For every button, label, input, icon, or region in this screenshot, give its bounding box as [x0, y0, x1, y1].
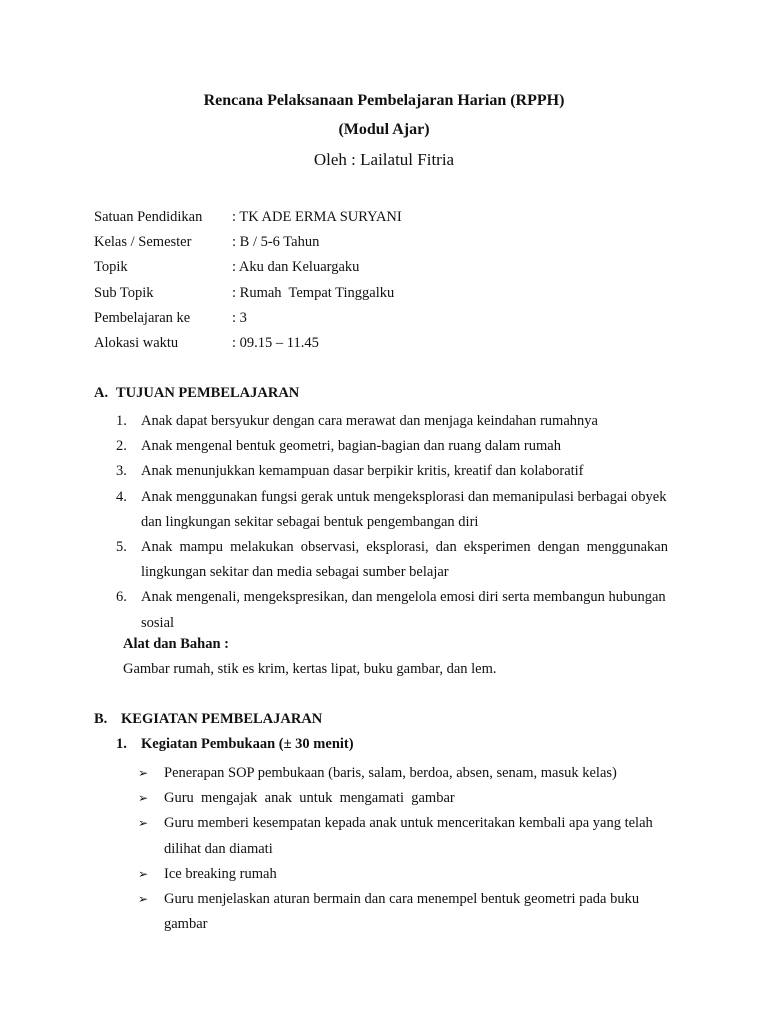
- info-value: : 09.15 – 11.45: [232, 334, 319, 351]
- info-row: [94, 232, 402, 257]
- info-table: [94, 207, 402, 358]
- subsection-title: Kegiatan Pembukaan (± 30 menit): [141, 736, 354, 752]
- item-number: 5.: [116, 539, 127, 556]
- arrow-bullet-icon: ➢: [138, 791, 149, 806]
- info-label: Kelas / Semester: [94, 234, 192, 251]
- item-text: Ice breaking rumah: [164, 865, 277, 882]
- arrow-bullet-icon: ➢: [138, 816, 149, 831]
- section-title: TUJUAN PEMBELAJARAN: [116, 385, 300, 401]
- document-subtitle: (Modul Ajar): [338, 121, 430, 138]
- item-text: Anak mampu melakukan observasi, eksplorasi, dan eksperimen dengan menggunakan lingkungan sekitar dan media sebagai sumber belajar: [141, 539, 668, 581]
- item-text: Guru menjelaskan aturan bermain dan cara menempel bentuk geometri pada buku gambar: [164, 891, 640, 933]
- list-item: [116, 485, 668, 535]
- item-text: Anak menunjukkan kemampuan dasar berpikir kritis, kreatif dan kolaboratif: [141, 463, 584, 480]
- arrow-bullet-icon: ➢: [138, 892, 149, 907]
- info-label: Topik: [94, 259, 128, 276]
- info-label: Satuan Pendidikan: [94, 209, 203, 225]
- item-number: 1.: [116, 413, 127, 429]
- info-label: Pembelajaran ke: [94, 309, 191, 326]
- info-row: [94, 308, 402, 333]
- info-row: [94, 283, 402, 308]
- item-number: 2.: [116, 438, 127, 455]
- item-number: 6.: [116, 589, 127, 606]
- item-text: Anak dapat bersyukur dengan cara merawat dan menjaga keindahan rumahnya: [141, 413, 598, 429]
- item-text: Penerapan SOP pembukaan (baris, salam, berdoa, absen, senam, masuk kelas): [164, 765, 617, 781]
- objectives-list: [116, 409, 668, 636]
- list-item: [138, 811, 668, 861]
- item-text: Guru mengajak anak untuk mengamati gambar: [164, 790, 455, 807]
- info-value: : Aku dan Keluargaku: [232, 259, 360, 276]
- info-value: : TK ADE ERMA SURYANI: [232, 209, 402, 225]
- list-item: [116, 459, 668, 484]
- document-title: Rencana Pelaksanaan Pembelajaran Harian (RPPH): [203, 92, 565, 109]
- arrow-bullet-icon: ➢: [138, 866, 149, 881]
- item-text: Anak mengenali, mengekspresikan, dan mengelola emosi diri serta membangun hubungan sosial: [141, 589, 666, 631]
- activities-list: [138, 761, 668, 937]
- item-number: 3.: [116, 463, 127, 480]
- info-row: [94, 207, 402, 232]
- section-letter: A.: [94, 385, 109, 401]
- subsection-number: 1.: [116, 736, 127, 752]
- section-letter: B.: [94, 711, 108, 727]
- info-label: Sub Topik: [94, 284, 154, 301]
- item-text: Anak mengenal bentuk geometri, bagian-bagian dan ruang dalam rumah: [141, 438, 561, 455]
- document-author: Oleh : Lailatul Fitria: [313, 150, 455, 169]
- list-item: [116, 434, 668, 459]
- section-b-heading: [94, 711, 322, 728]
- list-item: [138, 887, 668, 937]
- info-row: [94, 257, 402, 282]
- info-row: [94, 333, 402, 358]
- section-title: KEGIATAN PEMBELAJARAN: [121, 711, 323, 727]
- alat-bahan-heading: Alat dan Bahan :: [123, 636, 229, 652]
- list-item: [138, 761, 668, 786]
- info-label: Alokasi waktu: [94, 334, 179, 351]
- item-number: 4.: [116, 488, 127, 505]
- subsection-heading: [116, 736, 354, 753]
- list-item: [138, 862, 668, 887]
- list-item: [138, 786, 668, 811]
- item-text: Anak menggunakan fungsi gerak untuk mengeksplorasi dan memanipulasi berbagai obyek dan lingkungan sekitar sebagai bentuk pengembangan diri: [141, 488, 667, 530]
- info-value: : B / 5-6 Tahun: [232, 234, 320, 251]
- alat-bahan-text: Gambar rumah, stik es krim, kertas lipat, buku gambar, dan lem.: [123, 661, 497, 677]
- info-value: : 3: [232, 309, 247, 326]
- list-item: [116, 585, 668, 635]
- arrow-bullet-icon: ➢: [138, 766, 149, 780]
- item-text: Guru memberi kesempatan kepada anak untuk menceritakan kembali apa yang telah dilihat dan diamati: [164, 815, 653, 857]
- list-item: [116, 535, 668, 585]
- list-item: [116, 409, 668, 434]
- section-a-heading: [94, 385, 299, 402]
- info-value: : Rumah Tempat Tinggalku: [232, 284, 395, 301]
